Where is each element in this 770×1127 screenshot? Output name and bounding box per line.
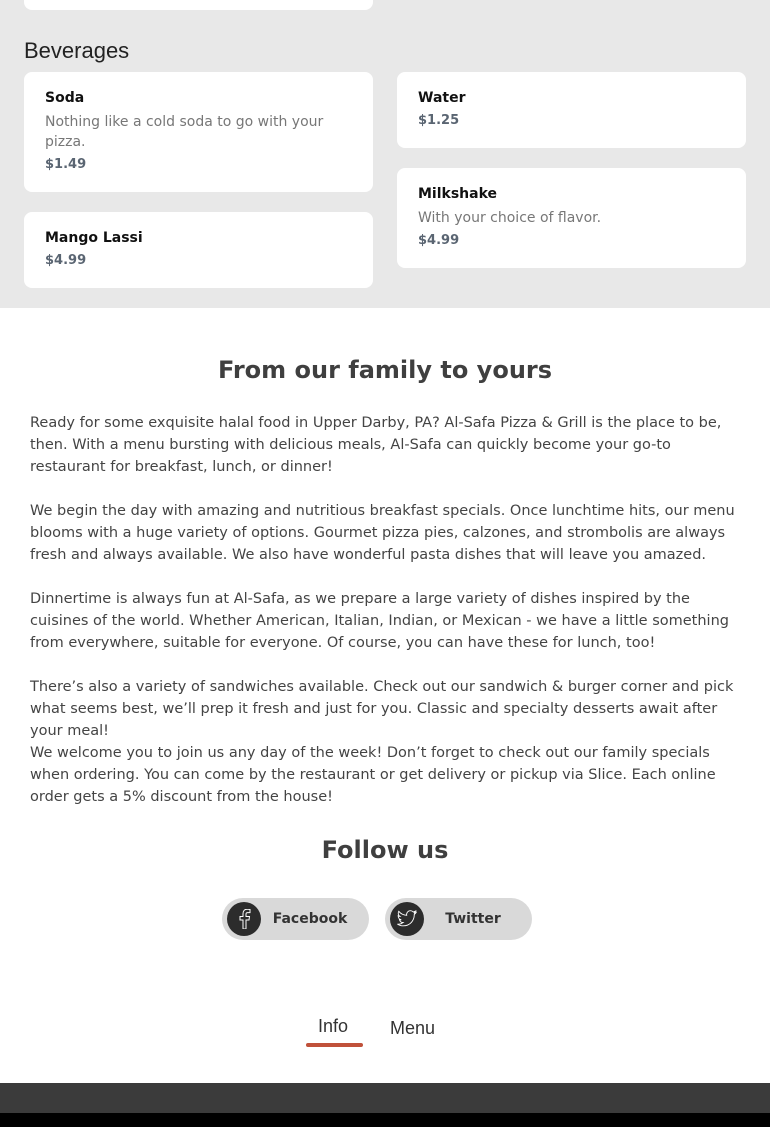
item-name: Milkshake	[418, 186, 498, 202]
item-price: $1.49	[45, 157, 87, 172]
facebook-button[interactable]	[222, 898, 369, 940]
item-name: Mango Lassi	[45, 230, 143, 246]
facebook-icon	[227, 902, 261, 936]
twitter-button[interactable]	[385, 898, 532, 940]
footer-bottom-bar	[0, 1113, 770, 1127]
about-paragraph: Ready for some exquisite halal food in Upper Darby, PA? Al-Safa Pizza & Grill is the place to be, then. With a menu bursting with delicious meals, Al-Safa can quickly become your go-to restaurant for breakfast, lunch, or dinner!	[30, 415, 722, 475]
about-title: From our family to yours	[217, 356, 553, 384]
about-paragraph: We begin the day with amazing and nutritious breakfast specials. Once lunchtime hits, our menu blooms with a huge variety of options. Gourmet pizza pies, calzones, and strombolis are always fresh and always available. We also have wonderful pasta dishes that will leave you amazed.	[30, 503, 735, 563]
twitter-icon	[390, 902, 424, 936]
follow-title: Follow us	[321, 836, 449, 864]
section-title-beverages: Beverages	[24, 38, 130, 63]
about-paragraph: Dinnertime is always fun at Al-Safa, as we prepare a large variety of dishes inspired by the cuisines of the world. Whether American, Italian, Indian, or Mexican - we have a little something from everywhere, suitable for everyone. Of course, you can have these for lunch, too!	[30, 591, 729, 651]
item-name: Water	[418, 90, 466, 106]
item-price: $1.25	[418, 113, 460, 128]
twitter-label: Twitter	[445, 911, 501, 927]
tab-menu[interactable]: Menu	[390, 1018, 436, 1038]
active-tab-indicator	[306, 1043, 363, 1047]
item-description: Nothing like a cold soda to go with your pizza.	[45, 114, 324, 150]
item-name: Soda	[45, 90, 85, 106]
previous-item-card[interactable]	[24, 0, 373, 10]
menu-item-card[interactable]	[397, 168, 746, 268]
item-price: $4.99	[45, 253, 87, 268]
menu-item-card[interactable]	[397, 72, 746, 148]
about-paragraph: We welcome you to join us any day of the week! Don’t forget to check out our family specials when ordering. You can come by the restaurant or get delivery or pickup via Slice. Each online order gets a 5% discount from the house!	[30, 745, 716, 805]
item-description: With your choice of flavor.	[418, 210, 602, 226]
about-paragraph: There’s also a variety of sandwiches available. Check out our sandwich & burger corner and pick what seems best, we’ll prep it fresh and just for you. Classic and specialty desserts await after your meal!	[30, 679, 734, 739]
menu-item-card[interactable]	[24, 212, 373, 288]
item-price: $4.99	[418, 233, 460, 248]
tab-info[interactable]: Info	[318, 1016, 349, 1036]
facebook-label: Facebook	[272, 911, 348, 927]
footer	[0, 1083, 770, 1113]
menu-item-card[interactable]	[24, 72, 373, 192]
menu-section	[0, 0, 770, 308]
